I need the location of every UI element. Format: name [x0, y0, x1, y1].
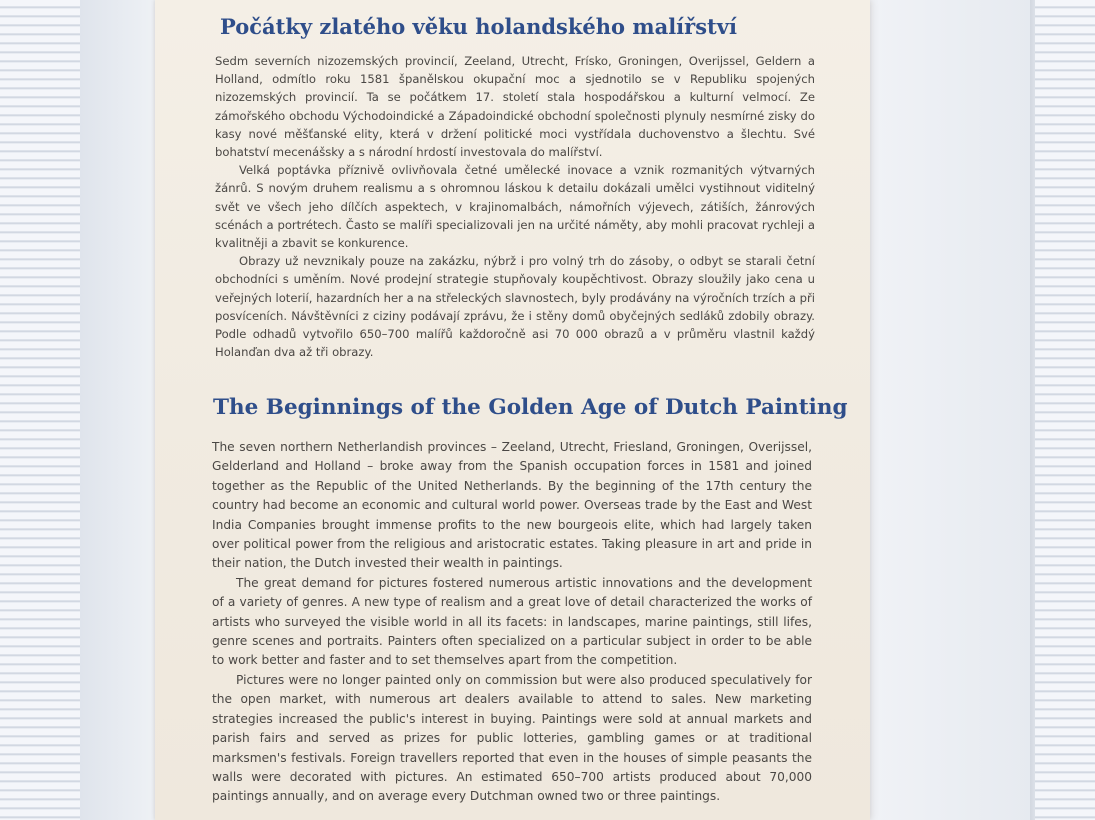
- czech-paragraph: Sedm severních nizozemských provincií, Zeeland, Utrecht, Frísko, Groningen, Overijssel, Geldern a Holland, odmítlo roku 1581 španělskou okupační moc a sjednotilo se v Republiku spojených nizozemských provincií. Ta se počátkem 17. století stala hospodářskou a kulturní velmocí. Ze zámořského obchodu Východoindické a Západoindické obchodní společnosti plynuly nesmírné zisky do kasy nové měšťanské elity, která v držení politické moci vystřídala duchovenstvo a šlechtu. Své bohatství mecenášsky a s národní hrdostí investovala do malířství.: [215, 54, 815, 160]
- window-blinds-left: [0, 0, 80, 820]
- wall-right: [870, 0, 1035, 820]
- information-panel: [155, 0, 870, 820]
- english-title: The Beginnings of the Golden Age of Dutch Painting: [213, 395, 848, 420]
- czech-paragraph: Obrazy už nevznikaly pouze na zakázku, nýbrž i pro volný trh do zásoby, o odbyt se starali četní obchodníci s uměním. Nové prodejní strategie stupňovaly koupěchtivost. Obrazy sloužily jako cena u veřejných loterií, hazardních her a na střeleckých slavnostech, byly prodávány na výročních trzích a při posvíceních. Návštěvníci z ciziny podávají zprávu, že i stěny domů obyčejných sedláků zdobily obrazy. Podle odhadů vytvořilo 650–700 malířů každoročně asi 70 000 obrazů a v průměru vlastnil každý Holanďan dva až tři obrazy.: [215, 254, 815, 360]
- english-paragraph: The great demand for pictures fostered numerous artistic innovations and the development of a variety of genres. A new type of realism and a great love of detail characterized the works of artists who surveyed the visible world in all its facets: in landscapes, marine paintings, still lifes, genre scenes and portraits. Painters often specialized on a particular subject in order to be able to work better and faster and to set themselves apart from the competition.: [212, 575, 812, 668]
- english-paragraph: Pictures were no longer painted only on commission but were also produced speculatively for the open market, with numerous art dealers available to attend to sales. New marketing strategies increased the public's interest in buying. Paintings were sold at annual markets and parish fairs and served as prizes for public lotteries, gambling games or at traditional marksmen's festivals. Foreign travellers reported that even in the houses of simple peasants the walls were decorated with pictures. An estimated 650–700 artists produced about 70,000 paintings annually, and on average every Dutchman owned two or three paintings.: [212, 672, 812, 804]
- czech-title: Počátky zlatého věku holandského malířství: [220, 14, 737, 39]
- czech-body: [215, 52, 815, 361]
- czech-paragraph: Velká poptávka příznivě ovlivňovala četné umělecké inovace a vznik rozmanitých výtvarných žánrů. S novým druhem realismu a s ohromnou láskou k detailu dokázali umělci vystihnout viditelný svět ve všech jeho dílčích aspektech, v krajinomalbách, námořních výjevech, zátiších, žánrových scénách a portrétech. Často se malíři specializovali jen na určité náměty, aby mohli pracovat rychleji a kvalitněji a zbavit se konkurence.: [215, 163, 815, 251]
- english-paragraph: The seven northern Netherlandish provinces – Zeeland, Utrecht, Friesland, Groningen, Overijssel, Gelderland and Holland – broke away from the Spanish occupation forces in 1581 and joined together as the Republic of the United Netherlands. By the beginning of the 17th century the country had become an economic and cultural world power. Overseas trade by the East and West India Companies brought immense profits to the new bourgeois elite, which had largely taken over political power from the religious and aristocratic estates. Taking pleasure in art and pride in their nation, the Dutch invested their wealth in paintings.: [212, 440, 812, 571]
- wall-left: [80, 0, 155, 820]
- english-body: [212, 438, 812, 807]
- window-blinds-right: [1035, 0, 1095, 820]
